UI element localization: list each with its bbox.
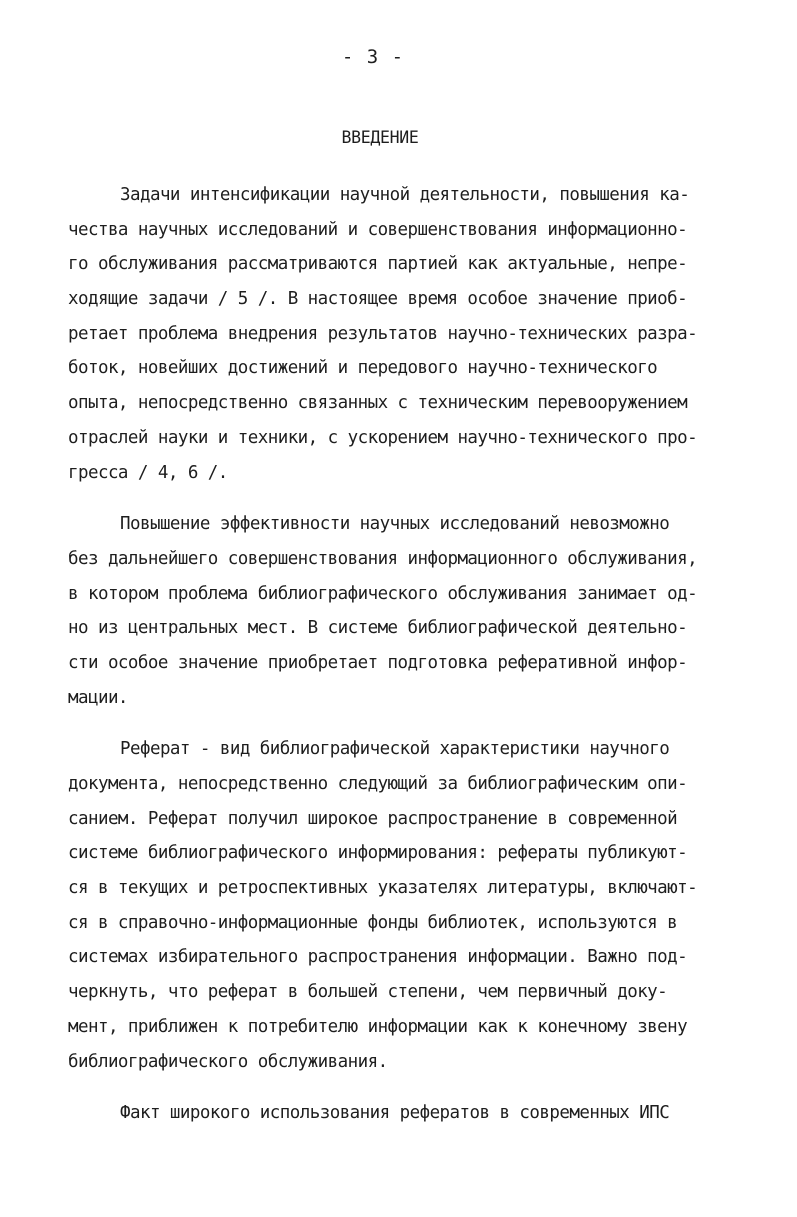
- text-line: без дальнейшего совершенствования информационного обслуживания,: [68, 548, 698, 569]
- text-line: системах избирательного распространения информации. Важно под-: [68, 947, 688, 968]
- text-line: документа, непосредственно следующий за библиографическим опи-: [68, 774, 688, 794]
- text-line: ходящие задачи / 5 /. В настоящее время особое значение приоб-: [68, 289, 688, 310]
- paragraph-4: [68, 1096, 768, 1131]
- text-line: мент, приближен к потребителю информации как к конечному звену: [68, 1016, 688, 1037]
- text-line: го обслуживания рассматриваются партией как актуальные, непре-: [68, 254, 688, 275]
- page-heading: ВВЕДЕНИЕ: [341, 128, 419, 147]
- text-line: отраслей науки и техники, с ускорением научно-технического про-: [68, 427, 698, 448]
- paragraph-1: [68, 178, 768, 490]
- text-line: ся в справочно-информационные фонды библиотек, используются в: [68, 912, 678, 933]
- paragraph-3: [68, 732, 768, 1079]
- page-number: - 3 -: [341, 46, 405, 68]
- text-line: сти особое значение приобретает подготовка реферативной инфор-: [68, 652, 688, 673]
- text-line: Факт широкого использования рефератов в современных ИПС: [120, 1103, 670, 1124]
- paragraph-2: [68, 507, 768, 715]
- text-line: мации.: [68, 687, 128, 708]
- text-line: но из центральных мест. В системе библиографической деятельно-: [68, 618, 688, 639]
- text-line: санием. Реферат получил широкое распространение в современной: [68, 808, 678, 829]
- text-line: системе библиографического информирования: рефераты публикуют-: [68, 843, 688, 864]
- document-body: [68, 178, 768, 1148]
- text-line: гресса / 4, 6 /.: [68, 462, 228, 483]
- text-line: ся в текущих и ретроспективных указателях литературы, включают-: [68, 878, 698, 899]
- text-line: чества научных исследований и совершенствования информационно-: [68, 219, 688, 240]
- text-line: ретает проблема внедрения результатов научно-технических разра-: [68, 323, 698, 344]
- text-line: в котором проблема библиографического обслуживания занимает од-: [68, 583, 698, 604]
- text-line: Реферат - вид библиографической характеристики научного: [120, 739, 670, 760]
- text-line: Повышение эффективности научных исследований невозможно: [120, 514, 670, 535]
- text-line: черкнуть, что реферат в большей степени, чем первичный доку-: [68, 982, 668, 1003]
- text-line: Задачи интенсификации научной деятельности, повышения ка-: [120, 185, 690, 205]
- text-line: боток, новейших достижений и передового научно-технического: [68, 358, 658, 379]
- text-line: библиографического обслуживания.: [68, 1051, 388, 1072]
- text-line: опыта, непосредственно связанных с техническим перевооружением: [68, 393, 688, 414]
